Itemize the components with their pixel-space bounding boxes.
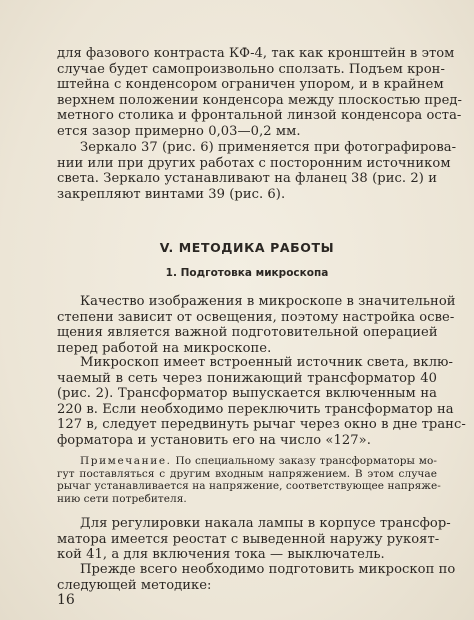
text-line: чаемый в сеть через понижающий трансформатор 40 (57, 370, 437, 386)
text-line: случае будет самопроизвольно сползать. Подъем крон- (57, 61, 445, 77)
text-line: нию сети потребителя. (57, 492, 187, 505)
text-line: Для регулировки накала лампы в корпусе трансфор- (80, 516, 451, 531)
text-line: света. Зеркало устанавливают на фланец 38 (рис. 2) и (57, 171, 437, 187)
text-line: закрепляют винтами 39 (рис. 6). (57, 186, 286, 202)
paragraph-rheostat (57, 516, 451, 563)
text-line: (рис. 2). Трансформатор выпускается включенным на (57, 386, 437, 402)
text-line: ется зазор примерно 0,03—0,2 мм. (57, 123, 301, 139)
text-line: степени зависит от освещения, поэтому настройка осве- (57, 309, 455, 325)
paragraph-condenser (57, 46, 462, 140)
text-line: 220 в. Если необходимо переключить трансформатор на (57, 401, 454, 417)
text-line: форматора и установить его на число «127». (57, 432, 371, 448)
paragraph-mirror (57, 140, 457, 202)
paragraph-transformer (57, 355, 466, 449)
note-block (57, 455, 441, 505)
text-line: перед работой на микроскопе. (57, 340, 272, 356)
text-line (57, 455, 437, 468)
text-line: рычаг устанавливается на напряжение, соответствующее напряже- (57, 480, 441, 493)
text-line: 127 в, следует передвинуть рычаг через окно в дне транс- (57, 417, 466, 433)
text-line: Микроскоп имеет встроенный источник света, вклю- (80, 355, 453, 370)
subsection-heading: 1. Подготовка микроскопа (165, 267, 329, 279)
text-line: следующей методике: (57, 577, 212, 593)
text-line: штейна с конденсором ограничен упором, и в крайнем (57, 77, 444, 93)
text-line: для фазового контраста КФ-4, так как кронштейн в этом (57, 46, 455, 61)
page-number: 16 (57, 592, 75, 608)
text-line: кой 41, а для включения тока — выключатель. (57, 547, 385, 563)
text-line: метного столика и фронтальной линзой конденсора оста- (57, 108, 462, 124)
text-line: матора имеется реостат с выведенной наружу рукоят- (57, 531, 440, 547)
text-line: гут поставляться с другим входным напряжением. В этом случае (57, 467, 437, 480)
paragraph-illumination (57, 294, 456, 356)
section-heading: V. МЕТОДИКА РАБОТЫ (159, 240, 335, 255)
note-label: Примечание. (80, 455, 172, 467)
note-text: По специальному заказу трансформаторы мо- (171, 455, 437, 467)
text-line: верхнем положении конденсора между плоскостью пред- (57, 92, 462, 108)
text-line: нии или при других работах с посторонним источником (57, 155, 451, 171)
text-line: Прежде всего необходимо подготовить микроскоп по (80, 562, 456, 577)
text-line: Качество изображения в микроскопе в значительной (80, 294, 456, 309)
text-line: Зеркало 37 (рис. 6) применяется при фотографирова- (80, 140, 457, 155)
paragraph-preparation (57, 562, 456, 593)
text-line: щения является важной подготовительной операцией (57, 325, 438, 341)
